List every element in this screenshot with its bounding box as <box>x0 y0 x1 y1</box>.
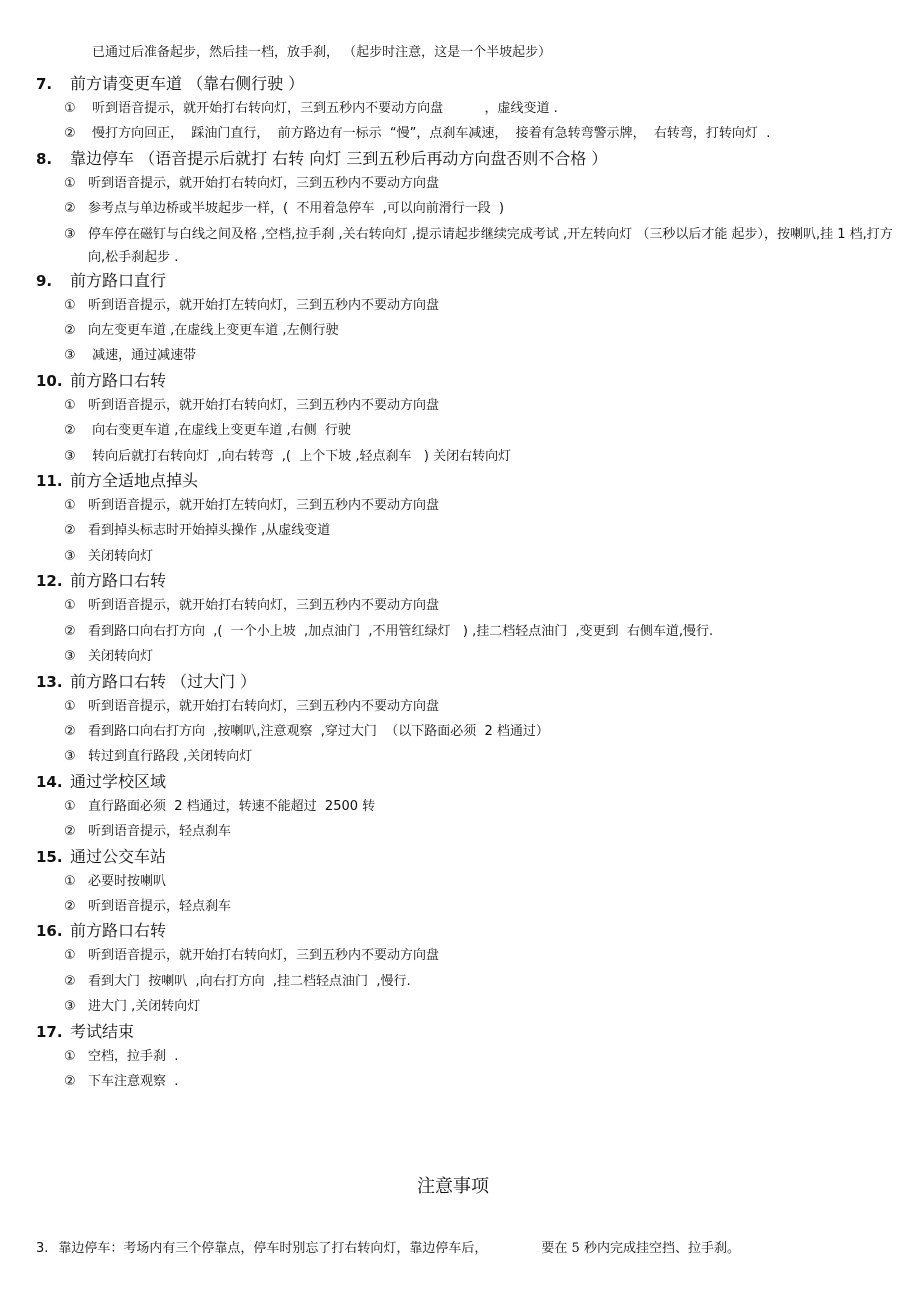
item-text: 听到语音提示，就开始打左转向灯，三到五秒内不要动方向盘 <box>88 498 440 514</box>
step-item <box>36 318 896 343</box>
item-marker: ① <box>64 1048 76 1064</box>
item-text: 停车停在磁钉与白线之间及格 ,空档,拉手刹 ,关右转向灯 ,提示请起步继续完成考试 ,开左转向灯 （三秒以后才能 起步），按喇叭,挂 1 档,打方向,松手刹起步 . <box>88 226 893 265</box>
step-heading <box>36 72 896 96</box>
step-section <box>36 269 896 369</box>
item-marker: ③ <box>64 548 76 564</box>
item-marker: ③ <box>64 448 76 464</box>
step-number: 17. <box>36 1022 63 1041</box>
step-heading <box>36 770 896 794</box>
note-text-part-1: 靠边停车：考场内有三个停靠点，停车时别忘了打右转向灯，靠边停车后， <box>58 1241 488 1256</box>
step-heading <box>36 670 896 694</box>
step-number: 12. <box>36 572 63 591</box>
step-item <box>36 171 896 196</box>
item-text: 看到大门 按喇叭 ,向右打方向 ,挂二档轻点油门 ,慢行. <box>88 973 411 989</box>
step-number: 11. <box>36 472 63 491</box>
item-text: 向左变更车道 ,在虚线上变更车道 ,左侧行驶 <box>88 323 339 339</box>
item-text: 听到语音提示，轻点刹车 <box>88 898 232 914</box>
step-item <box>36 644 896 669</box>
step-item <box>36 121 896 146</box>
step-item <box>36 1044 896 1069</box>
item-marker: ③ <box>64 348 76 364</box>
step-item <box>36 493 896 518</box>
step-number: 7. <box>36 75 53 93</box>
step-heading <box>36 369 896 393</box>
item-text: 下车注意观察 . <box>88 1073 179 1089</box>
item-marker: ① <box>64 873 76 889</box>
item-text: 直行路面必须 2 档通过，转速不能超过 2500 转 <box>88 798 376 814</box>
step-number: 14. <box>36 772 63 791</box>
item-text: 转向后就打右转向灯 ,向右转弯 ,( 上个下坡 ,轻点刹车 ) 关闭右转向灯 <box>88 448 512 464</box>
item-marker: ③ <box>64 226 76 242</box>
step-title: 前方全适地点掉头 <box>70 471 199 491</box>
step-item <box>36 794 896 819</box>
step-item <box>36 196 896 221</box>
step-item <box>36 744 896 769</box>
step-number: 13. <box>36 672 63 691</box>
item-marker: ① <box>64 798 76 814</box>
item-text: 听到语音提示，就开始打右转向灯，三到五秒内不要动方向盘 <box>88 948 440 964</box>
step-section <box>36 72 896 147</box>
step-item <box>36 393 896 418</box>
step-section <box>36 670 896 770</box>
item-marker: ② <box>64 523 76 539</box>
step-title: 靠边停车 （语音提示后就打 右转 向灯 三到五秒后再动方向盘否则不合格 ） <box>70 148 608 168</box>
item-text: 听到语音提示，轻点刹车 <box>88 824 232 840</box>
step-item <box>36 719 896 744</box>
item-text: 慢打方向回正， 踩油门直行， 前方路边有一标示 “慢”，点刹车减速， 接着有急转弯警示牌， 右转弯，打转向灯 . <box>88 126 771 142</box>
step-title: 通过公交车站 <box>70 846 167 866</box>
step-item <box>36 544 896 569</box>
step-item <box>36 418 896 443</box>
step-item <box>36 593 896 618</box>
item-text: 听到语音提示，就开始打左转向灯，三到五秒内不要动方向盘 <box>88 297 440 313</box>
item-text: 关闭转向灯 <box>88 649 154 665</box>
step-item <box>36 444 896 469</box>
item-text: 减速，通过减速带 <box>88 348 197 364</box>
item-text: 空档，拉手刹 . <box>88 1048 179 1064</box>
step-title: 前方路口右转 <box>70 571 167 591</box>
step-title: 考试结束 <box>70 1021 135 1041</box>
step-title: 通过学校区域 <box>70 771 167 791</box>
item-marker: ② <box>64 824 76 840</box>
note-item <box>36 1239 740 1259</box>
step-number: 8. <box>36 149 53 168</box>
step-item <box>36 819 896 844</box>
step-heading <box>36 919 896 943</box>
step-item <box>36 619 896 644</box>
item-marker: ② <box>64 423 76 439</box>
item-marker: ① <box>64 948 76 964</box>
item-marker: ① <box>64 498 76 514</box>
item-marker: ① <box>64 101 76 116</box>
step-title: 前方路口右转 <box>70 370 167 390</box>
notes-heading: 注意事项 <box>417 1176 489 1197</box>
step-heading <box>36 845 896 869</box>
steps-list <box>36 72 896 1094</box>
step-number: 15. <box>36 847 63 866</box>
step-title: 前方请变更车道 （靠右侧行驶 ） <box>70 74 305 93</box>
step-item <box>36 869 896 894</box>
step-heading <box>36 147 896 171</box>
note-number: 3. <box>36 1241 49 1256</box>
step-title: 前方路口右转 （过大门 ） <box>70 671 257 691</box>
item-text: 关闭转向灯 <box>88 548 154 564</box>
item-text: 看到路口向右打方向 ,按喇叭,注意观察 ,穿过大门 （以下路面必须 2 档通过） <box>88 723 549 739</box>
step-section <box>36 770 896 845</box>
step-number: 9. <box>36 271 53 290</box>
item-marker: ③ <box>64 999 76 1015</box>
step-heading <box>36 1020 896 1044</box>
step-item <box>36 894 896 919</box>
step-title: 前方路口右转 <box>70 921 167 941</box>
item-text: 听到语音提示，就开始打右转向灯，三到五秒内不要动方向盘 <box>88 175 440 191</box>
step-section <box>36 919 896 1019</box>
step-heading <box>36 469 896 493</box>
step-number: 10. <box>36 371 63 390</box>
note-text-part-2: 要在 5 秒内完成挂空挡、拉手刹。 <box>541 1241 740 1256</box>
step-title: 前方路口直行 <box>70 270 167 290</box>
step-section <box>36 469 896 569</box>
item-marker: ② <box>64 323 76 339</box>
item-text: 看到路口向右打方向 ,( 一个小上坡 ,加点油门 ,不用管红绿灯 ) ,挂二档轻点油门 ,变更到 右侧车道,慢行. <box>88 623 714 639</box>
step-item <box>36 1069 896 1094</box>
item-marker: ① <box>64 297 76 313</box>
item-text: 听到语音提示，就开始打右转向灯，三到五秒内不要动方向盘 <box>88 397 440 413</box>
item-marker: ② <box>64 201 76 217</box>
item-marker: ① <box>64 698 76 714</box>
step-item <box>36 994 896 1019</box>
step-item <box>36 343 896 368</box>
item-text: 参考点与单边桥或半坡起步一样，( 不用着急停车 ,可以向前滑行一段 ) <box>88 201 505 217</box>
item-text: 向右变更车道 ,在虚线上变更车道 ,右侧 行驶 <box>88 423 351 439</box>
step-item <box>36 222 896 269</box>
step-section <box>36 1020 896 1095</box>
item-marker: ③ <box>64 649 76 665</box>
intro-line: 已通过后准备起步，然后挂一档，放手刹， （起步时注意，这是一个半坡起步） <box>92 45 552 60</box>
item-text: 必要时按喇叭 <box>88 873 167 889</box>
step-item <box>36 694 896 719</box>
step-item <box>36 96 896 121</box>
step-section <box>36 845 896 920</box>
item-marker: ③ <box>64 749 76 765</box>
item-marker: ② <box>64 623 76 639</box>
item-marker: ① <box>64 598 76 614</box>
item-text: 进大门 ,关闭转向灯 <box>88 999 201 1015</box>
item-marker: ② <box>64 1073 76 1089</box>
item-text: 看到掉头标志时开始掉头操作 ,从虚线变道 <box>88 523 331 539</box>
step-heading <box>36 569 896 593</box>
item-text: 转过到直行路段 ,关闭转向灯 <box>88 749 253 765</box>
step-section <box>36 369 896 469</box>
item-marker: ① <box>64 397 76 413</box>
step-item <box>36 969 896 994</box>
step-item <box>36 293 896 318</box>
item-marker: ① <box>64 175 76 191</box>
step-number: 16. <box>36 922 63 941</box>
item-marker: ② <box>64 973 76 989</box>
item-marker: ② <box>64 126 76 142</box>
step-heading <box>36 269 896 293</box>
step-item <box>36 943 896 968</box>
item-text: 听到语音提示，就开始打右转向灯，三到五秒内不要动方向盘 <box>88 698 440 714</box>
step-item <box>36 518 896 543</box>
item-marker: ② <box>64 898 76 914</box>
step-section <box>36 147 896 269</box>
item-text: 听到语音提示，就开始打右转向灯，三到五秒内不要动方向盘 ，虚线变道 . <box>88 101 558 116</box>
item-text: 听到语音提示，就开始打右转向灯，三到五秒内不要动方向盘 <box>88 598 440 614</box>
step-section <box>36 569 896 669</box>
item-marker: ② <box>64 723 76 739</box>
